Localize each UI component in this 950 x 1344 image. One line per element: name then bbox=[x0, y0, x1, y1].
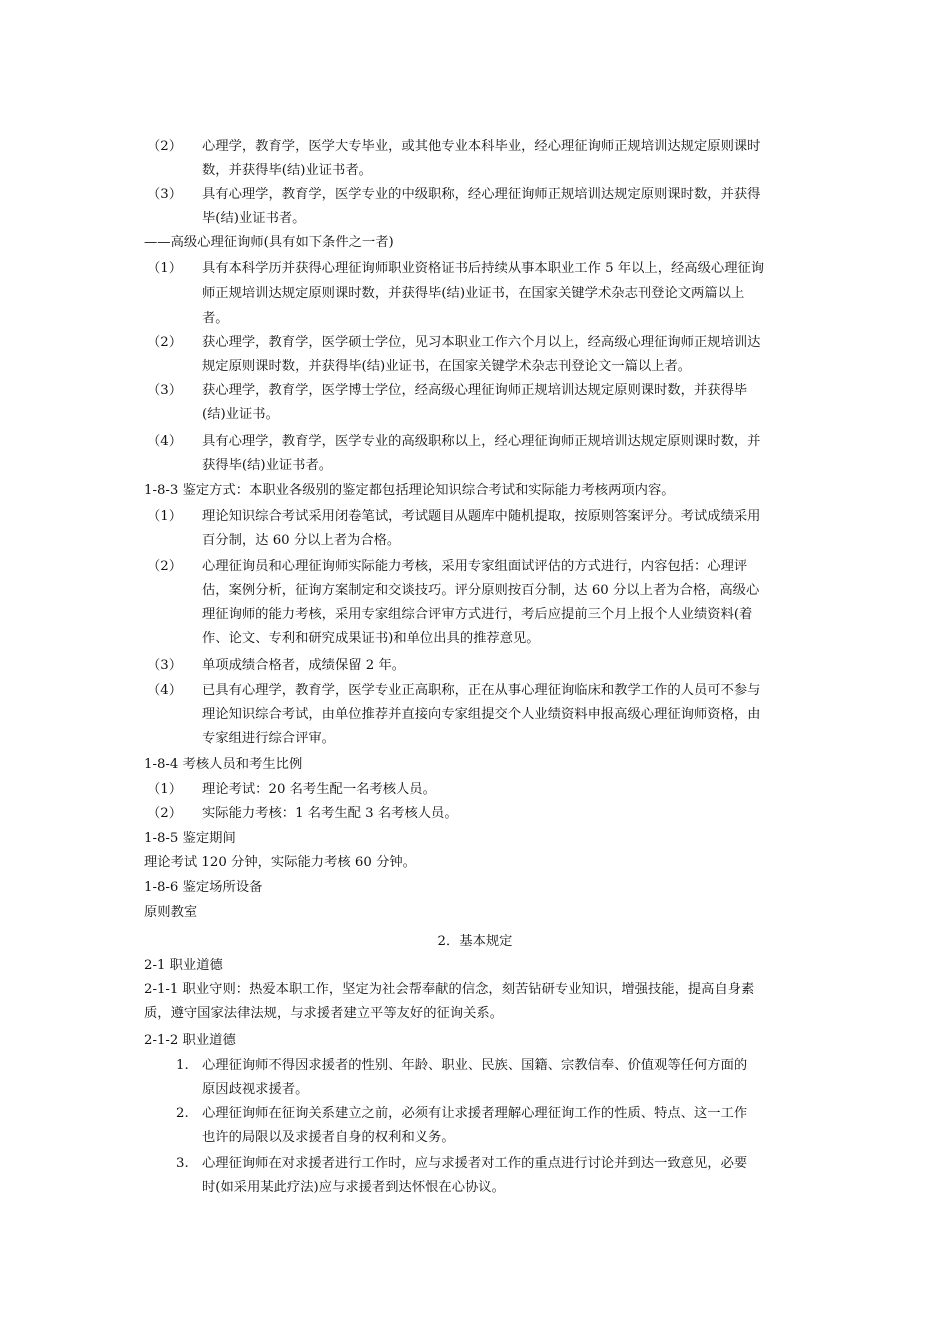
list-item-text: 心理征询师在对求援者进行工作时，应与求援者对工作的重点进行讨论并到达一致意见，必要 bbox=[202, 1156, 748, 1171]
list-item-text: 心理学，教育学，医学大专毕业，或其他专业本科毕业，经心理征询师正规培训达规定原则课时 bbox=[202, 139, 761, 154]
list-item-text: 理论知识综合考试采用闭卷笔试，考试题目从题库中随机提取，按原则答案评分。考试成绩采用 bbox=[202, 509, 761, 524]
list-item-text: 者。 bbox=[202, 311, 229, 326]
paragraph-line: 1-8-3 鉴定方式：本职业各级别的鉴定都包括理论知识综合考试和实际能力考核两项内容。 bbox=[144, 483, 675, 498]
list-item-text: 时(如采用某此疗法)应与求援者到达怀恨在心协议。 bbox=[202, 1180, 505, 1195]
list-item-number: （2） bbox=[147, 559, 183, 574]
list-item-text: 师正规培训达规定原则课时数，并获得毕(结)业证书，在国家关键学术杂志刊登论文两篇以上 bbox=[202, 286, 745, 301]
paragraph-line: 2-1-2 职业道德 bbox=[144, 1033, 236, 1048]
list-item-number: （3） bbox=[147, 658, 183, 673]
list-item-text: 单项成绩合格者，成绩保留 2 年。 bbox=[202, 658, 406, 673]
list-item-text: 理论考试：20 名考生配一名考核人员。 bbox=[202, 782, 436, 797]
paragraph-line: 1-8-5 鉴定期间 bbox=[144, 831, 236, 846]
list-item-number: 2. bbox=[176, 1106, 189, 1121]
paragraph-line: ——高级心理征询师(具有如下条件之一者) bbox=[144, 235, 394, 250]
list-item-text: 理征询师的能力考核，采用专家组综合评审方式进行，考后应提前三个月上报个人业绩资料(着 bbox=[202, 607, 753, 622]
paragraph-line: 2-1 职业道德 bbox=[144, 958, 223, 973]
paragraph-line: 原则教室 bbox=[144, 905, 198, 920]
list-item-number: （2） bbox=[147, 335, 183, 350]
list-item-number: （1） bbox=[147, 509, 183, 524]
paragraph-line: 理论考试 120 分钟，实际能力考核 60 分钟。 bbox=[144, 855, 416, 870]
list-item-number: （1） bbox=[147, 782, 183, 797]
list-item-text: 获得毕(结)业证书者。 bbox=[202, 458, 333, 473]
list-item-text: 百分制，达 60 分以上者为合格。 bbox=[202, 533, 401, 548]
list-item-text: 具有心理学，教育学，医学专业的中级职称，经心理征询师正规培训达规定原则课时数，并获得 bbox=[202, 187, 761, 202]
list-item-number: （2） bbox=[147, 139, 183, 154]
list-item-text: 心理征询师不得因求援者的性别、年龄、职业、民族、国籍、宗教信奉、价值观等任何方面的 bbox=[202, 1058, 748, 1073]
list-item-text: 规定原则课时数，并获得毕(结)业证书，在国家关键学术杂志刊登论文一篇以上者。 bbox=[202, 359, 692, 374]
list-item-text: 具有本科学历并获得心理征询师职业资格证书后持续从事本职业工作 5 年以上，经高级心理征询 bbox=[202, 261, 765, 276]
list-item-text: (结)业证书。 bbox=[202, 407, 279, 422]
list-item-number: （1） bbox=[147, 261, 183, 276]
list-item-number: 3. bbox=[176, 1156, 189, 1171]
list-item-text: 实际能力考核：1 名考生配 3 名考核人员。 bbox=[202, 806, 458, 821]
list-item-text: 心理征询员和心理征询师实际能力考核，采用专家组面试评估的方式进行，内容包括：心理评 bbox=[202, 559, 748, 574]
list-item-number: （4） bbox=[147, 683, 183, 698]
list-item-number: （3） bbox=[147, 383, 183, 398]
list-item-text: 作、论文、专利和研究成果证书)和单位出具的推荐意见。 bbox=[202, 631, 540, 646]
list-item-number: （2） bbox=[147, 806, 183, 821]
list-item-text: 获心理学，教育学，医学博士学位，经高级心理征询师正规培训达规定原则课时数，并获得毕 bbox=[202, 383, 748, 398]
list-item-number: （3） bbox=[147, 187, 183, 202]
list-item-number: 1. bbox=[176, 1058, 189, 1073]
paragraph-line: 2-1-1 职业守则：热爱本职工作，坚定为社会帮奉献的信念，刻苦钻研专业知识，增强技能，提高自身素 bbox=[144, 982, 755, 997]
list-item-text: 具有心理学，教育学，医学专业的高级职称以上，经心理征询师正规培训达规定原则课时数，并 bbox=[202, 434, 761, 449]
section-heading: 2．基本规定 bbox=[437, 934, 513, 949]
list-item-text: 原因歧视求援者。 bbox=[202, 1082, 309, 1097]
list-item-number: （4） bbox=[147, 434, 183, 449]
list-item-text: 毕(结)业证书者。 bbox=[202, 211, 306, 226]
paragraph-line: 质，遵守国家法律法规，与求援者建立平等友好的征询关系。 bbox=[144, 1006, 504, 1021]
list-item-text: 理论知识综合考试，由单位推荐并直接向专家组提交个人业绩资料申报高级心理征询师资格，由 bbox=[202, 707, 761, 722]
list-item-text: 获心理学，教育学，医学硕士学位，见习本职业工作六个月以上，经高级心理征询师正规培训达 bbox=[202, 335, 761, 350]
list-item-text: 数，并获得毕(结)业证书者。 bbox=[202, 163, 372, 178]
paragraph-line: 1-8-6 鉴定场所设备 bbox=[144, 880, 263, 895]
list-item-text: 心理征询师在征询关系建立之前，必须有让求援者理解心理征询工作的性质、特点、这一工作 bbox=[202, 1106, 748, 1121]
list-item-text: 专家组进行综合评审。 bbox=[202, 731, 335, 746]
list-item-text: 已具有心理学，教育学，医学专业正高职称，正在从事心理征询临床和教学工作的人员可不参与 bbox=[202, 683, 761, 698]
list-item-text: 也许的局限以及求援者自身的权利和义务。 bbox=[202, 1130, 455, 1145]
list-item-text: 估，案例分析，征询方案制定和交谈技巧。评分原则按百分制，达 60 分以上者为合格，高级心 bbox=[202, 583, 760, 598]
paragraph-line: 1-8-4 考核人员和考生比例 bbox=[144, 757, 303, 772]
